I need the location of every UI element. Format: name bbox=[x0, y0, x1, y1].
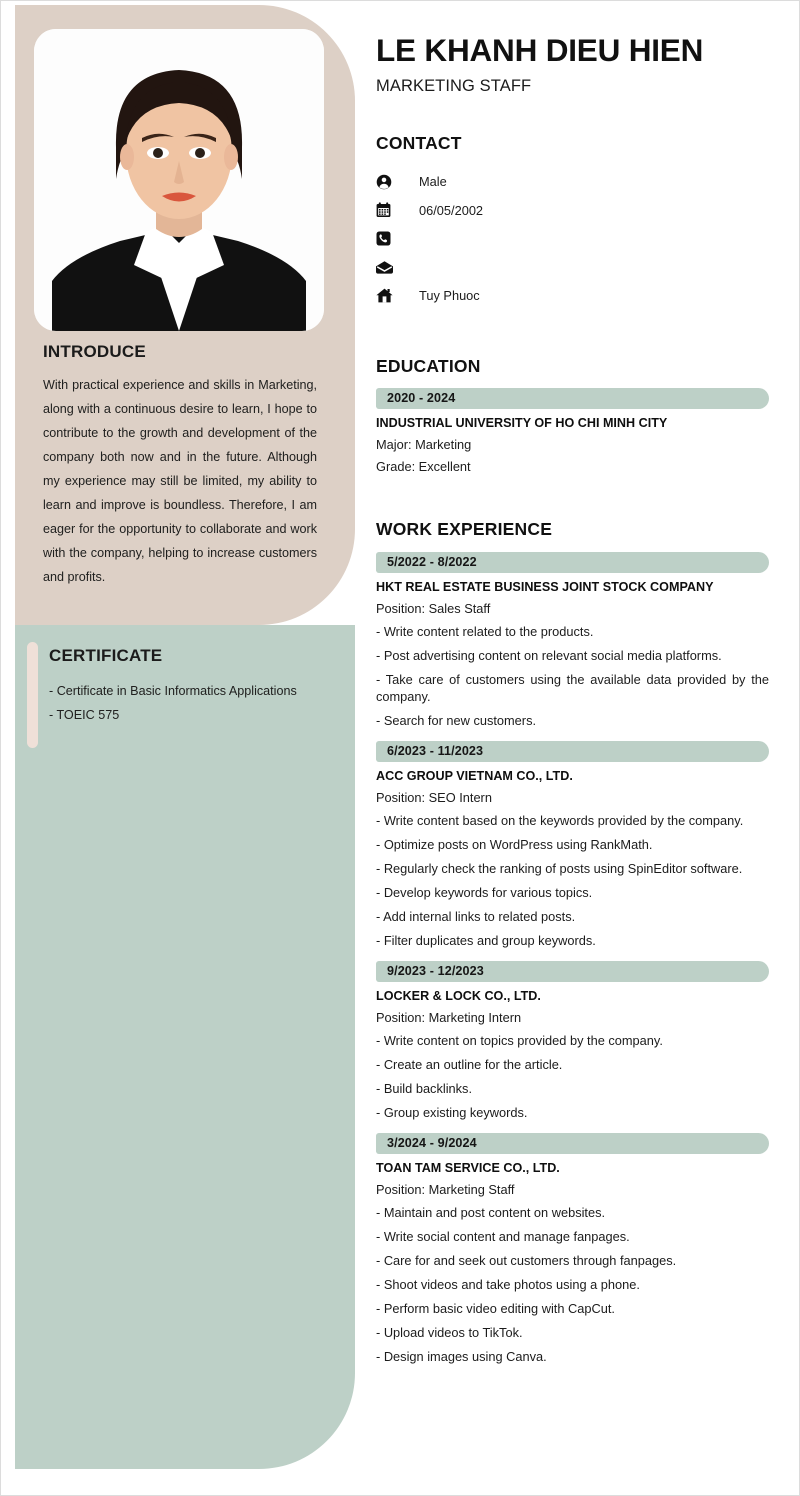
education-title: EDUCATION bbox=[376, 355, 481, 376]
work-bullet: - Search for new customers. bbox=[376, 712, 537, 728]
candidate-photo bbox=[34, 29, 324, 331]
work-entry bbox=[376, 552, 776, 729]
contact-row-gender bbox=[376, 167, 776, 196]
work-bullet: - Develop keywords for various topics. bbox=[376, 884, 593, 900]
work-bullet: - Group existing keywords. bbox=[376, 1104, 528, 1120]
candidate-name: LE KHANH DIEU HIEN bbox=[376, 32, 704, 68]
work-bullet: - Build backlinks. bbox=[376, 1080, 473, 1096]
work-bullet: - Design images using Canva. bbox=[376, 1348, 547, 1364]
work-org: HKT REAL ESTATE BUSINESS JOINT STOCK COMPANY bbox=[376, 579, 714, 594]
work-position: Position: Marketing Intern bbox=[376, 1009, 522, 1025]
work-entry bbox=[376, 961, 776, 1121]
work-bullet: - Care for and seek out customers through fanpages. bbox=[376, 1252, 677, 1268]
contact-row-address bbox=[376, 281, 776, 310]
work-bullet: - Regularly check the ranking of posts using SpinEditor software. bbox=[376, 860, 743, 876]
resume-main-column bbox=[376, 1, 776, 1365]
home-icon bbox=[376, 288, 398, 303]
work-org: ACC GROUP VIETNAM CO., LTD. bbox=[376, 768, 573, 783]
work-entry bbox=[376, 741, 776, 949]
work-experience-list bbox=[376, 552, 776, 1365]
candidate-role: MARKETING STAFF bbox=[376, 77, 532, 96]
certificate-title: CERTIFICATE bbox=[49, 646, 163, 665]
portrait-illustration bbox=[34, 29, 324, 331]
work-date-pill bbox=[376, 961, 769, 982]
work-bullet: - Upload videos to TikTok. bbox=[376, 1324, 523, 1340]
work-bullet: - Filter duplicates and group keywords. bbox=[376, 932, 596, 948]
education-entry bbox=[376, 388, 776, 474]
contact-value-gender: Male bbox=[419, 174, 447, 190]
contact-list bbox=[376, 167, 776, 310]
work-org: TOAN TAM SERVICE CO., LTD. bbox=[376, 1160, 560, 1175]
education-date-pill bbox=[376, 388, 769, 409]
phone-icon bbox=[376, 231, 398, 246]
education-org: INDUSTRIAL UNIVERSITY OF HO CHI MINH CITY bbox=[376, 415, 668, 430]
work-dates: 5/2022 - 8/2022 bbox=[387, 555, 477, 570]
work-bullet: - Shoot videos and take photos using a phone. bbox=[376, 1276, 640, 1292]
introduce-section bbox=[43, 342, 317, 589]
work-date-pill bbox=[376, 1133, 769, 1154]
work-bullet: - Maintain and post content on websites. bbox=[376, 1204, 606, 1220]
certificate-item: - Certificate in Basic Informatics Applications bbox=[49, 684, 297, 698]
work-entry bbox=[376, 1133, 776, 1365]
work-bullet: - Write content on topics provided by the company. bbox=[376, 1032, 663, 1048]
education-grade: Grade: Excellent bbox=[376, 458, 471, 474]
work-experience-title: WORK EXPERIENCE bbox=[376, 518, 553, 539]
work-bullet: - Take care of customers using the available data provided by the company. bbox=[376, 671, 769, 704]
work-bullet: - Optimize posts on WordPress using RankMath. bbox=[376, 836, 653, 852]
work-bullet: - Perform basic video editing with CapCut. bbox=[376, 1300, 615, 1316]
education-dates: 2020 - 2024 bbox=[387, 391, 456, 406]
education-major: Major: Marketing bbox=[376, 436, 472, 452]
work-position: Position: Marketing Staff bbox=[376, 1181, 515, 1197]
contact-value-address: Tuy Phuoc bbox=[419, 288, 480, 304]
envelope-icon bbox=[376, 261, 398, 274]
work-position: Position: SEO Intern bbox=[376, 789, 492, 805]
calendar-icon bbox=[376, 202, 398, 218]
work-position: Position: Sales Staff bbox=[376, 600, 491, 616]
green-sidebar-panel bbox=[15, 625, 355, 1469]
work-dates: 9/2023 - 12/2023 bbox=[387, 964, 484, 979]
work-bullet: - Add internal links to related posts. bbox=[376, 908, 576, 924]
certificate-item: - TOEIC 575 bbox=[49, 708, 120, 722]
person-icon bbox=[376, 174, 398, 190]
contact-title: CONTACT bbox=[376, 133, 462, 154]
contact-value-birthdate: 06/05/2002 bbox=[419, 202, 484, 218]
contact-row-phone bbox=[376, 224, 776, 253]
work-bullet: - Create an outline for the article. bbox=[376, 1056, 563, 1072]
work-date-pill bbox=[376, 741, 769, 762]
work-org: LOCKER & LOCK CO., LTD. bbox=[376, 988, 541, 1003]
work-bullet: - Write content based on the keywords provided by the company. bbox=[376, 812, 744, 828]
introduce-title: INTRODUCE bbox=[43, 342, 146, 361]
work-bullet: - Post advertising content on relevant social media platforms. bbox=[376, 647, 722, 663]
certificate-section bbox=[49, 646, 317, 727]
work-date-pill bbox=[376, 552, 769, 573]
contact-row-birthdate bbox=[376, 196, 776, 225]
introduce-body: With practical experience and skills in Marketing, along with a continuous desire to learn, I hope to contribute to the growth and development of the company both now and in the future. Although my experience may still be limited, my ability to learn and improve is boundless. Therefore, I am eager for the opportunity to collaborate and work with the company, helping to increase customers and profits. bbox=[43, 378, 317, 584]
certificate-accent-bar bbox=[27, 642, 38, 748]
work-dates: 6/2023 - 11/2023 bbox=[387, 744, 484, 759]
work-bullet: - Write content related to the products. bbox=[376, 623, 594, 639]
work-bullet: - Write social content and manage fanpages. bbox=[376, 1228, 630, 1244]
contact-row-email bbox=[376, 253, 776, 282]
work-dates: 3/2024 - 9/2024 bbox=[387, 1136, 477, 1151]
